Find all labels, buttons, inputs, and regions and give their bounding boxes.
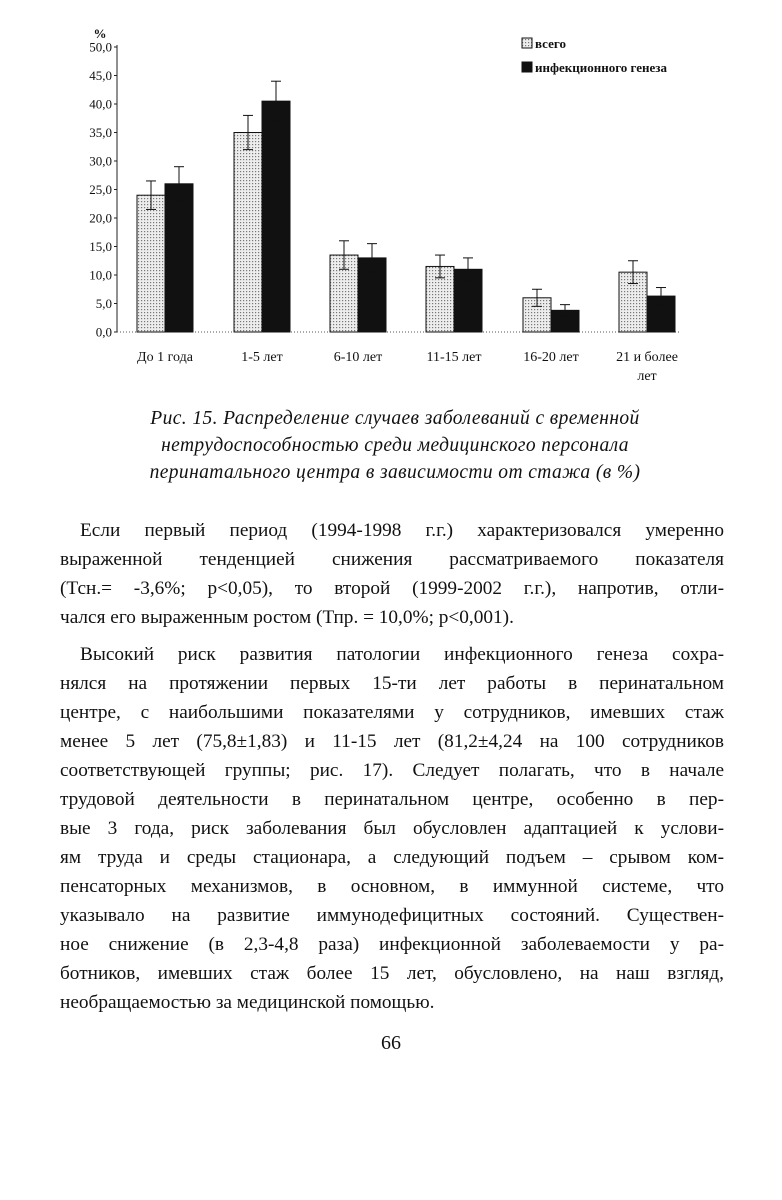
y-tick-label: 15,0 <box>89 239 112 254</box>
text-line: чался его выраженным ростом (Тпр. = 10,0%; р<0,001). <box>60 607 514 628</box>
caption-line: Рис. 15. Распределение случаев заболеваний с временной <box>150 408 640 429</box>
paragraph-2 <box>60 640 724 1017</box>
y-tick-label: 25,0 <box>89 182 112 197</box>
y-tick-label: 5,0 <box>95 296 112 311</box>
x-tick-label: До 1 года <box>137 350 193 365</box>
caption-line: перинатального центра в зависимости от стажа (в %) <box>149 462 641 483</box>
y-tick-label: 20,0 <box>89 210 112 226</box>
text-line: центре, с наибольшими показателями у сотрудников, имевших стаж <box>60 702 724 723</box>
page-number: 66 <box>381 1032 401 1054</box>
caption-line: нетрудоспособностью среди медицинского персонала <box>161 435 629 456</box>
text-line: нялся на протяжении первых 15-ти лет работы в перинатальном <box>60 673 724 694</box>
y-tick-label: 50,0 <box>89 39 112 55</box>
text-line: менее 5 лет (75,8±1,83) и 11-15 лет (81,2±4,24 на 100 сотрудников <box>60 731 724 752</box>
x-tick-label: 21 и более <box>616 350 678 365</box>
y-tick-label: 35,0 <box>89 125 112 140</box>
bar-chart <box>0 0 782 400</box>
x-tick-label: 16-20 лет <box>523 350 579 365</box>
text-line: Высокий риск развития патологии инфекционного генеза сохра- <box>80 644 724 665</box>
y-tick-label: 10,0 <box>89 267 112 283</box>
bar-total <box>234 133 262 333</box>
x-tick-label: лет <box>637 369 657 384</box>
x-tick-label: 1-5 лет <box>241 350 283 365</box>
body-text <box>60 516 724 1017</box>
legend-swatch-infectious <box>522 62 532 72</box>
text-line: указывало на развитие иммунодефицитных состояний. Существен- <box>60 905 724 926</box>
bar-total <box>137 195 165 332</box>
text-line: ям труда и среды стационара, а следующий подъем – срывом ком- <box>60 847 724 868</box>
bar-infectious <box>262 101 290 332</box>
text-line: Если первый период (1994-1998 г.г.) характеризовался умеренно <box>80 520 724 541</box>
text-line: вые 3 года, риск заболевания был обусловлен адаптацией к услови- <box>60 818 724 839</box>
y-tick-label: 45,0 <box>89 68 112 83</box>
text-line: выраженной тенденцией снижения рассматриваемого показателя <box>60 549 724 570</box>
x-tick-label: 6-10 лет <box>333 350 383 365</box>
legend-label-total: всего <box>535 36 566 51</box>
legend-label-infectious: инфекционного генеза <box>535 60 668 75</box>
y-unit-label: % <box>93 26 107 41</box>
text-line: пенсаторных механизмов, в основном, в иммунной системе, что <box>60 876 724 897</box>
text-line: необращаемостью за медицинской помощью. <box>60 992 435 1013</box>
paragraph-1 <box>60 516 724 632</box>
x-tick-label: 11-15 лет <box>426 350 482 365</box>
text-line: (Тсн.= -3,6%; р<0,05), то второй (1999-2002 г.г.), напротив, отли- <box>60 578 724 599</box>
y-tick-label: 40,0 <box>89 96 112 112</box>
y-tick-label: 30,0 <box>89 153 112 169</box>
figure-caption <box>80 405 710 486</box>
text-line: трудовой деятельности в перинатальном центре, особенно в пер- <box>60 789 724 810</box>
text-line: ботников, имевших стаж более 15 лет, обусловлено, на наш взгляд, <box>60 963 724 984</box>
legend-swatch-total <box>522 38 532 48</box>
text-line: ное снижение (в 2,3-4,8 раза) инфекционной заболеваемости у ра- <box>60 934 724 955</box>
bar-infectious <box>165 184 193 332</box>
y-tick-label: 0,0 <box>95 324 112 340</box>
text-line: соответствующей группы; рис. 17). Следует полагать, что в начале <box>60 760 724 781</box>
